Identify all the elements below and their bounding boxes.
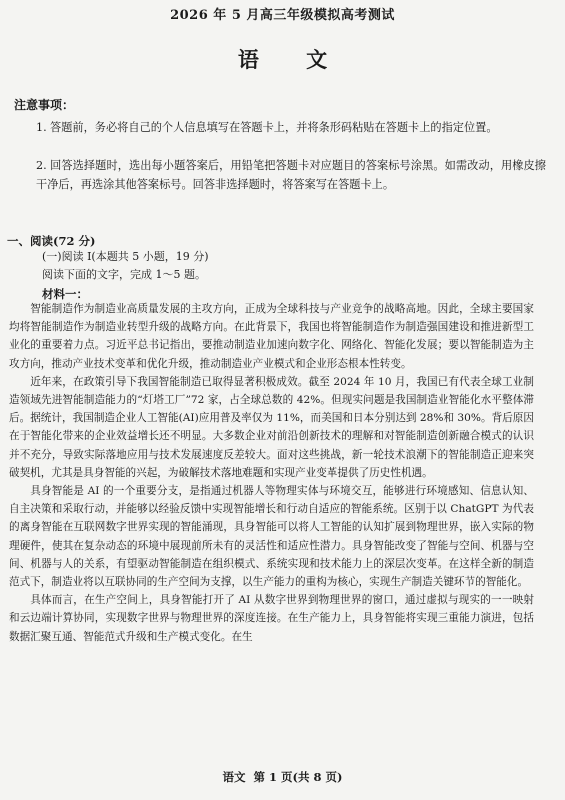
reading-instruction: 阅读下面的文字，完成 1～5 题。	[42, 268, 206, 281]
section-heading: 一、阅读(72 分)	[7, 234, 96, 248]
paragraph: 近年来，在政策引导下我国智能制造已取得显著积极成效。截至 2024 年 10 月，我国已有代表全球工业制造领域先进智能制造能力的“灯塔工厂”72 家，占全球总数的 42%。但现实问题是我国制造业智能化水平整体滞后。据统计，我国制造企业人工智能(AI)应用普及率仅为 11%，而美国和日本分别达到 28%和 30%。背后原因在于智能化带来的企业效益增长还不明显。大多数企业对前沿创新技术的理解和对智能制造创新融合模式的认识并不充分，导致实际落地应用与技术发展速度反差较大。面对这些挑战，新一轮技术浪潮下的智能制造正迎来突破契机，尤其是具身智能的兴起，为破解技术落地难题和实现产业变革提供了历史性机遇。	[9, 375, 534, 479]
article-body	[9, 300, 534, 646]
notice-item-text: 回答选择题时，选出每小题答案后，用铅笔把答题卡对应题目的答案标号涂黑。如需改动，用橡皮擦干净后，再选涂其他答案标号。回答非选择题时，将答案写在答题卡上。	[36, 159, 546, 191]
notice-item-text: 答题前，务必将自己的个人信息填写在答题卡上，并将条形码粘贴在答题卡上的指定位置。	[50, 121, 498, 134]
footer-page-number: 第 1 页(共 8 页)	[253, 770, 343, 784]
sub-section-heading: (一)阅读 Ⅰ(本题共 5 小题，19 分)	[42, 250, 209, 263]
notice-item-number: 1.	[36, 121, 47, 134]
exam-title: 2026 年 5 月高三年级模拟高考测试	[170, 8, 395, 23]
paragraph: 具体而言，在生产空间上，具身智能打开了 AI 从数字世界到物理世界的窗口，通过虚拟与现实的一一映射和云边端计算协同，实现数字世界与物理世界的深度连接。在生产能力上，具身智能将实现三重能力演进，包括数据汇聚互通、智能范式升级和生产模式变化。在生	[9, 594, 534, 643]
paragraph: 具身智能是 AI 的一个重要分支，是指通过机器人等物理实体与环境交互，能够进行环境感知、信息认知、自主决策和采取行动，并能够以经验反馈中实现智能增长和行动自适应的智能系统。区别于以 ChatGPT 为代表的离身智能在互联网数字世界实现的智能涌现，具身智能可以将人工智能的认知扩展到物理世界，嵌入实际的物理硬件，使其在复杂动态的环境中展现前所未有的灵活性和适应性潜力。具身智能改变了智能与空间、机器与空间、机器与人的关系，有望驱动智能制造在组织模式、系统实现和技术能力上的深层次变革。在这样全新的制造范式下，制造业将以互联协同的生产空间为支撑，以生产能力的重构为核心，实现生产制造关键环节的智能化。	[9, 485, 534, 589]
notice-heading: 注意事项：	[14, 98, 75, 112]
notice-item-number: 2.	[36, 159, 47, 172]
material-heading: 材料一：	[42, 287, 88, 301]
paragraph: 智能制造作为制造业高质量发展的主攻方向，正成为全球科技与产业竞争的战略高地。因此，全球主要国家均将智能制造作为制造业转型升级的战略方向。在此背景下，我国也将智能制造作为制造强国建设和推进新型工业化的重要着力点。习近平总书记指出，要推动制造业加速向数字化、网络化、智能化发展；要以智能制造为主攻方向，推动产业技术变革和优化升级，推动制造业产业模式和企业形态根本性转变。	[9, 303, 534, 370]
footer-subject: 语文	[222, 770, 246, 784]
notice-item-2	[36, 156, 546, 194]
subject-title: 语 文	[237, 47, 348, 72]
page-footer	[0, 769, 565, 785]
notice-item-1	[36, 118, 546, 137]
